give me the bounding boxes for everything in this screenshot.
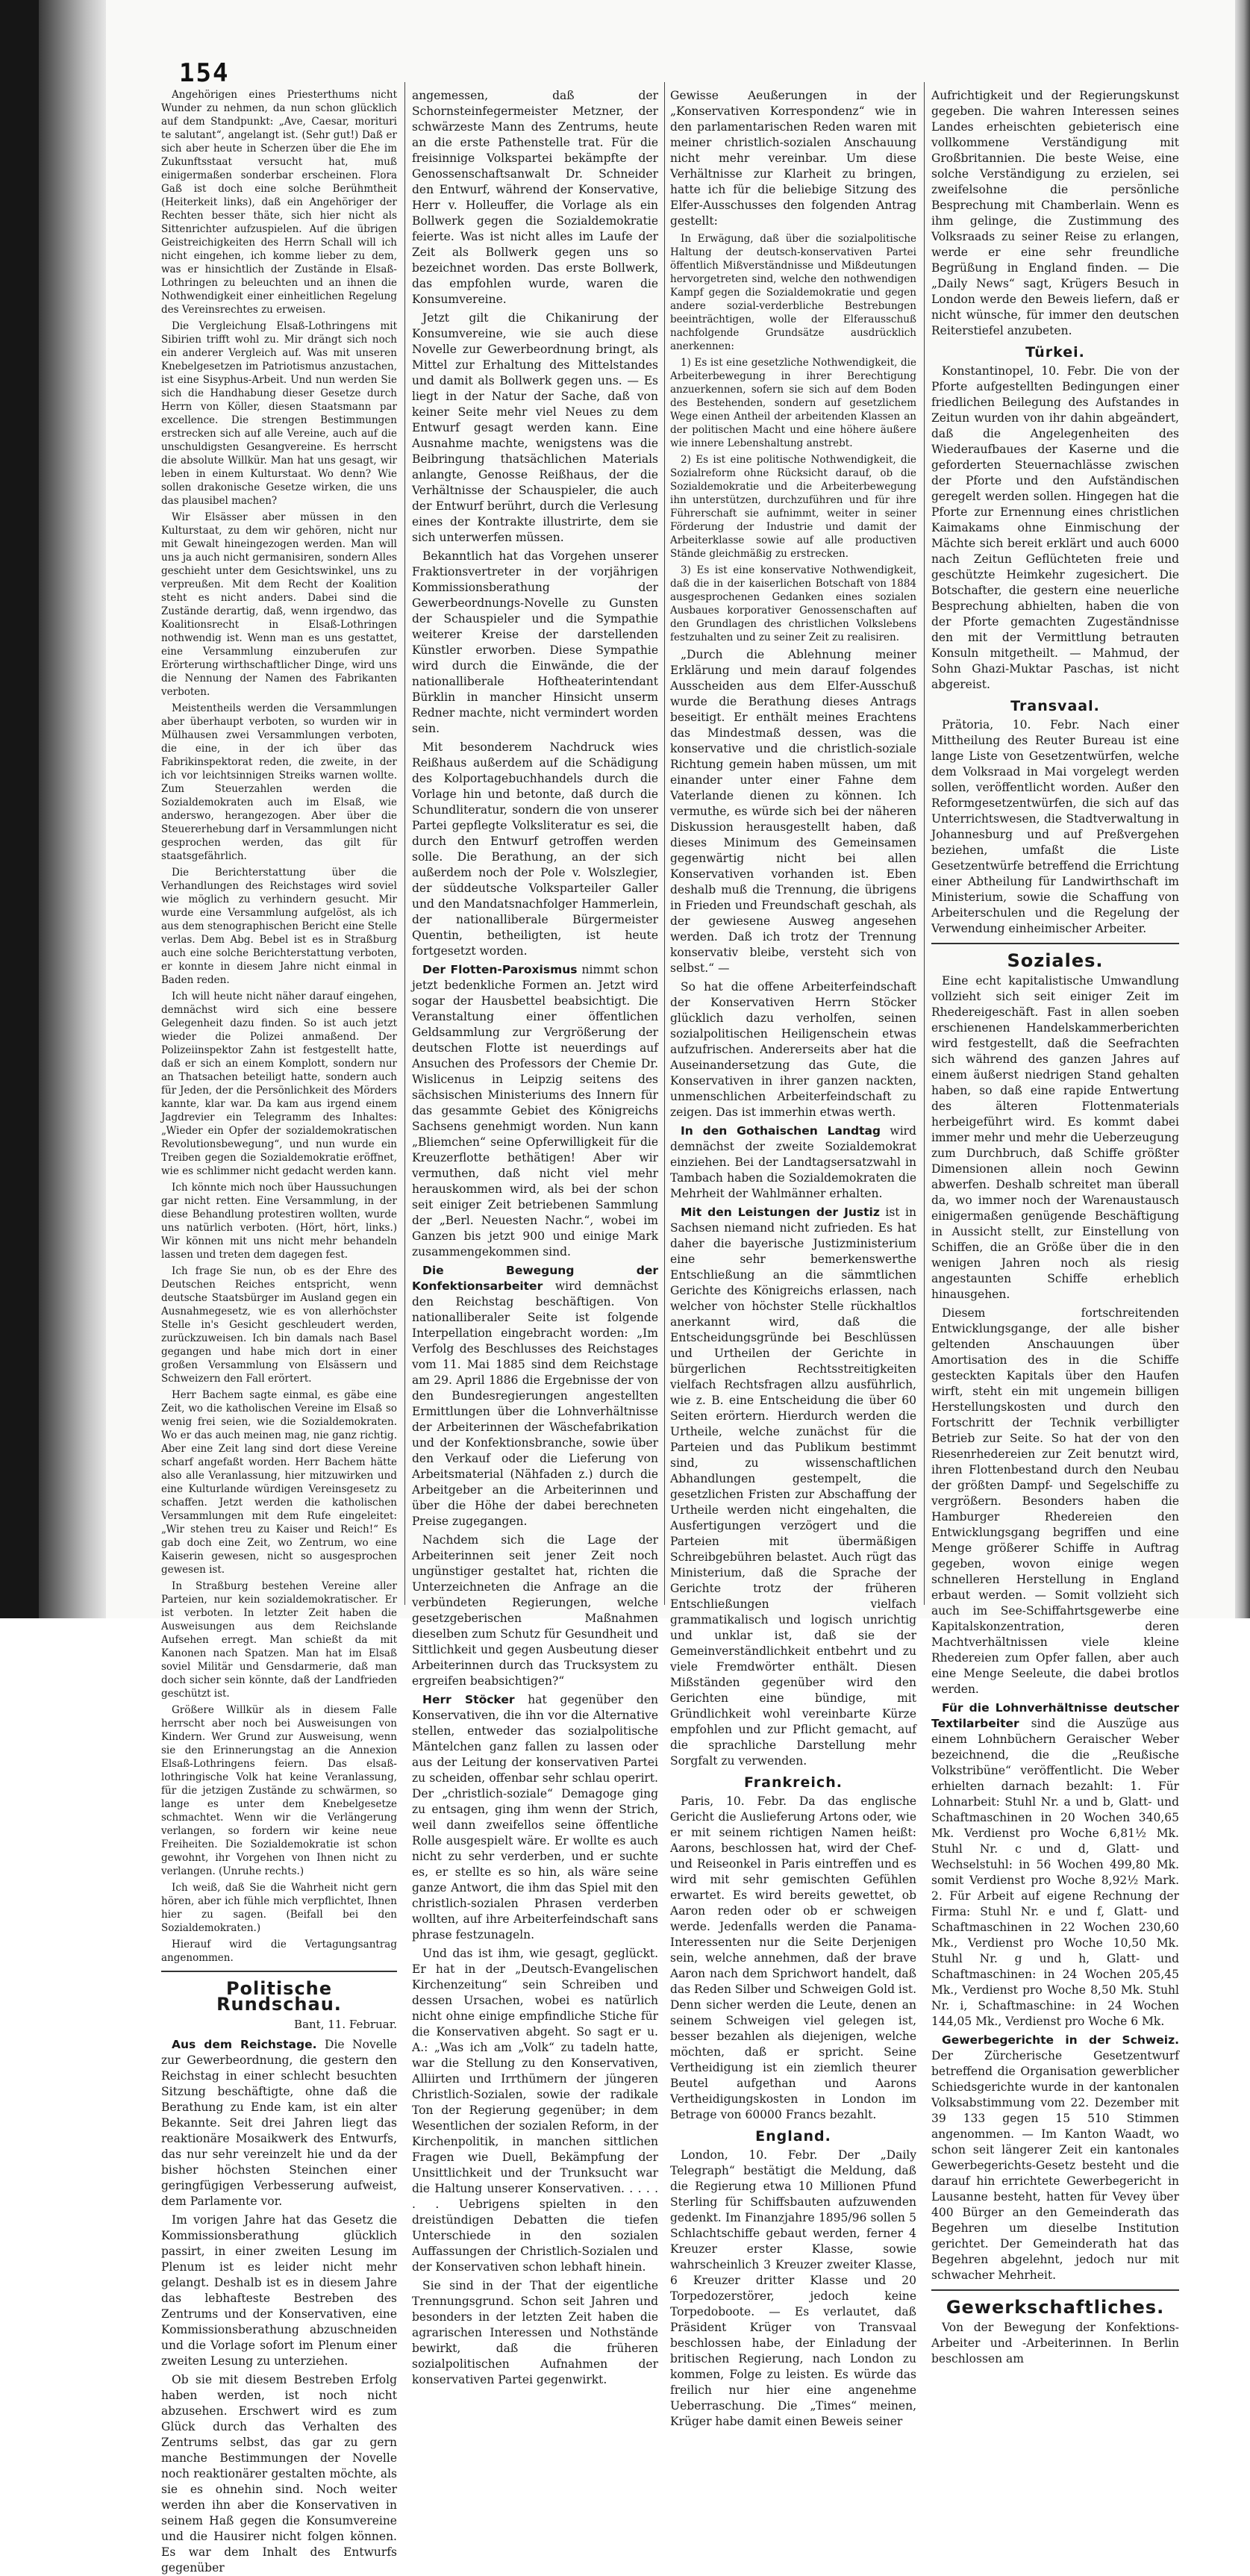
paragraph: Jetzt gilt die Chikanirung der Konsumvereine, wie sie auch diese Novelle zur Gewerbeordnung bringt, als Mittel zur Erhaltung des Mittelstandes und damit als Bollwerk gegen uns. — Es liegt in der Natur der Sache, daß von keiner Seite mehr viel Neues zu dem Entwurf gesagt werden kann. Eine Ausnahme machte, wenigstens was die Beibringung thatsächlichen Materials anlangte, Genosse Reißhaus, der die Verhältnisse der Schauspieler, die auch der Entwurf berührt, durch die Verlesung eines der Kontrakte illustrirte, dem sie sich unterwerfen müssen. (412, 311, 658, 544)
paragraph: Die Vergleichung Elsaß-Lothringens mit Sibirien trifft wohl zu. Mir drängt sich noch ein anderer Vergleich auf. Was mit unseren Knebelgesetzen im Patriotismus anzustachen, ist eine Sisyphus-Arbeit. Und nun werden Sie sich die Handhabung dieser Gesetze durch Herrn von Köller, diesen Staatsmann par excellence. Die strengen Bestimmungen erstrecken sich auf alle Vereine, auch auf die unschuldigsten Gesangvereine. Es herrscht die absolute Willkür. Man hat uns gesagt, wir leben in einem Kulturstaat. Wo denn? Wie sollen drakonische Gesetze wirken, die uns das plausibel machen? (161, 320, 397, 507)
paragraph-text: sind die Auszüge aus einem Lohnbüchern Geraischer Weber bezeichnend, die die „Reußische Volkstribüne“ veröffentlicht. Die Weber erhielten darnach bezahlt: 1. Für Lohnarbeit: Stuhl Nr. a und b, Glatt- und Schaftmaschinen in 20 Wochen 340,65 Mk. Verdienst pro Woche 6,81½ Mk. Stuhl Nr. c und d, Glatt- und Wechselstuhl: in 56 Wochen 499,80 Mk. somit Verdienst pro Woche 8,92½ Mark. 2. Für Arbeit auf eigene Rechnung der Firma: Stuhl Nr. e und f, Glatt- und Schaftmaschinen in 22 Wochen 230,60 Mk., Verdienst pro Woche 10,50 Mk. Stuhl Nr. g und h, Glatt- und Schaftmaschinen: in 24 Wochen 205,45 Mk., Verdienst pro Woche 8,50 Mk. Stuhl Nr. i, Schaftmaschine: in 24 Wochen 144,05 Mk., Verdienst pro Woche 6 Mk. (931, 1717, 1179, 2028)
paragraph: Sie sind in der That der eigentliche Trennungsgrund. Schon seit Jahren und besonders in der letzten Zeit haben die agrarischen Interessen und Nothstände bewirkt, daß die früheren sozialpolitischen Aufnahmen der konservativen Partei gegenwirkt. (412, 2279, 658, 2386)
justiz-paragraph (670, 1205, 916, 1769)
paragraph-text: ist in Sachsen niemand nicht zufrieden. Es hat daher die bayerische Justizministerium eine sehr bemerkenswerthe Entschließung an die sämmtlichen Gerichte des Königreichs erlassen, nach welcher von höchster Stelle rückhaltlos anerkannt wird, daß die Entscheidungsgründe bei Beschlüssen und Urtheilen der Gerichte in bürgerlichen Rechtsstreitigkeiten vielfach Rechtsfragen allzu ausführlich, wie z. B. eine Entscheidung die über 60 Seiten erörtern. Hierdurch werden die Urtheile, welche zunächst für die Parteien und das Publikum bestimmt sind, zu wissenschaftlichen Abhandlungen gestempelt, die gesetzlichen Fristen zur Abschaffung der Urtheile werden nicht eingehalten, die Ausfertigungen verzögert und die Parteien mit übermäßigen Schreibgebühren belastet. Auch rügt das Ministerium, daß die Sprache der Gerichte trotz der früheren Entschließungen vielfach grammatikalisch und logisch unrichtig und unklar ist, daß sie der Gemeinverständlichkeit entbehrt und zu viele Fremdwörter enthält. Diesen Mißständen gegenüber wird den Gerichten eine bündige, mit Gründlichkeit wohl vereinbarte Kürze empfohlen und zur Pflicht gemacht, auf die sprachliche Darstellung mehr Sorgfalt zu verwenden. (670, 1206, 916, 1768)
paragraph-text: Der Zürcherische Gesetzentwurf betreffend die Organisation gewerblicher Schiedsgerichte wurde in der kantonalen Volksabstimmung vom 22. Dezember mit 39 133 gegen 15 510 Stimmen angenommen. — Im Kanton Waadt, wo schon seit längerer Zeit ein kantonales Gewerbegerichts-Gesetz besteht und die darauf hin errichtete Gewerbegericht in Lausanne besteht, hatten für Vevey über 400 Bürger an den Gemeinderath das Begehren um dieselbe Institution gerichtet. Der Gemeinderath hat das Begehren abgelehnt, jedoch nur mit schwacher Mehrheit. (931, 2049, 1179, 2282)
reichstag-speech-continuation (161, 88, 397, 1965)
lead-keyword: Aus dem Reichstage. (172, 2038, 317, 2051)
paragraph: Bekanntlich hat das Vorgehen unserer Fraktionsvertreter in der vorjährigen Kommissionsberathung der Gewerbeordnungs-Novelle zu Gunsten der Schauspieler und die Sympathie weiterer Kreise der darstellenden Künstler erworben. Diese Sympathie wird durch die Einwände, die der nationalliberale Hoftheaterintendant Bürklin in mancher Hinsicht unserm Redner machte, nicht vermindert worden sein. (412, 549, 658, 735)
flotten-keyword: Der Flotten-Paroxismus (422, 963, 578, 976)
stoecker-keyword: Herr Stöcker (422, 1693, 515, 1706)
paragraph: Nachdem sich die Lage der Arbeiterinnen seit jener Zeit noch ungünstiger gestaltet hat, richten die Unterzeichneten die Anfrage an die verbündeten Regierungen, welche gesetzgeberischen Maßnahmen dieselben zum Schutz für Gesundheit und Sittlichkeit und gegen Ausbeutung dieser Arbeiterinnen durch das Trucksystem zu ergreifen beabsichtigen?“ (412, 1533, 658, 1688)
column-3 (670, 88, 916, 2428)
paragraph: Größere Willkür als in diesem Falle herrscht aber noch bei Ausweisungen von Kindern. Wer Grund zur Ausweisung, wenn sie den Erinnerungstag an die Annexion Elsaß-Lothringens feiern. Das elsaß-lothringische Volk hat keine Veranlassung, für die jetzigen Zustände zu schwärmen, so lange es unter dem Knebelgesetze schmachtet. Wenn wir die Verlängerung verlangen, so fordern wir keine neue Freiheiten. Die Sozialdemokratie ist schon gewohnt, ihr Vorgehen von Ihnen nicht zu verlangen. (Unruhe rechts.) (161, 1704, 397, 1877)
konfektion-paragraph (412, 1263, 658, 1529)
paragraph-text: wird demnächst den Reichstag beschäftigen. Von nationalliberaler Seite ist folgende Interpellation eingebracht worden: „Im Verfolg des Beschlusses des Reichstages vom 11. Mai 1885 sind dem Reichstage am 29. April 1886 die Ergebnisse der von den Bundesregierungen angestellten Ermittlungen über die Lohnverhältnisse der Arbeiterinnen der Wäschefabrikation und der Konfektionsbranche, sowie über den Verkauf oder die Lieferung von Arbeitsmaterial (Nähfaden z.) durch die Arbeitgeber an die Arbeiterinnen und über die Höhe der dabei berechneten Preise zugegangen. (412, 1279, 658, 1528)
paragraph: Eine echt kapitalistische Umwandlung vollzieht sich seit einiger Zeit im Rhedereigeschäft. Fast in allen soeben erschienenen Handelskammerberichten wird festgestellt, daß die Seefrachten sich während des ganzen Jahres auf einem äußerst niedrigen Stand gehalten haben, so daß eine rapide Entwertung des älteren Flottenmaterials herbeigeführt wird. Es kommt dabei immer mehr und mehr die Ueberzeugung zum Durchbruch, daß Schiffe größter Dimensionen allein noch Gewinn abwerfen. Deshalb schreitet man überall da, wo immer noch der Warenaustausch einigermaßen genügende Beschäftigung in Aussicht stellt, zur Einstellung von Schiffen, die an Größe über die in den wenigen Jahren noch als riesig angestaunten Schiffe erheblich hinausgehen. (931, 974, 1179, 1301)
paragraph: angemessen, daß der Schornsteinfegermeister Metzner, der schwärzeste Mann des Zentrums, heute an die erste Pathenstelle trat. Für die freisinnige Volkspartei bekämpfte der Genossenschaftsanwalt Dr. Schneider den Entwurf, während der Konservative, Herr v. Holleuffer, die Vorlage als ein Bollwerk gegen die Sozialdemokratie feierte. Was ist nicht alles im Laufe der Zeit als Bollwerk gegen uns so bezeichnet worden. Das erste Bollwerk, das empfohlen wurde, waren die Konsumvereine. (412, 89, 658, 306)
page-number: 154 (179, 58, 230, 88)
paragraph: Prätoria, 10. Febr. Nach einer Mittheilung des Reuter Bureau ist eine lange Liste von Gesetzentwürfen, welche dem Volksraad in Mai vorgelegt werden sollen, veröffentlicht worden. Außer den Reformgesetzentwürfen, die sich auf das Unterrichtswesen, die Stadtverwaltung in Johannesburg und auf Preßvergehen beziehen, umfaßt die Liste Gesetzentwürfe betreffend die Errichtung einer Abtheilung für Landwirthschaft im Ministerium, sowie die Schaffung von Arbeiterschulen und die Regelung der Verwendung einheimischer Arbeiter. (931, 718, 1179, 935)
paragraph: Ob sie mit diesem Bestreben Erfolg haben werden, ist noch nicht abzusehen. Erschwert wird es zum Glück durch das Verhalten des Zentrums selbst, das gar zu gern manche Bestimmungen der Novelle noch reaktionärer gestalten möchte, als sie es ohnehin sind. Noch weiter werden ihn aber die Konservativen in seinem Haß gegen die Konsumvereine und die Hausirer nicht folgen können. Es war dem Inhalt des Entwurfs gegenüber (161, 2373, 397, 2575)
paragraph: Ich könnte mich noch über Haussuchungen gar nicht retten. Eine Versammlung, in der diese Behandlung protestiren wollten, wurde uns natürlich verboten. (Hört, hört, links.) Wir können mit uns nicht mehr behandeln lassen und treten dem dagegen fest. (161, 1182, 397, 1261)
flotten-paragraph (412, 962, 658, 1260)
paragraph: Konstantinopel, 10. Febr. Die von der Pforte aufgestellten Bedingungen einer friedlichen Beilegung des Aufstandes in Zeitun wurden von ihr dahin abgeändert, daß die Angelegenheiten des Wiederaufbaues der Kaserne und die geforderten Steuernachlässe zwischen der Pforte und den Aufständischen geregelt werden sollen. Hingegen hat die Pforte zur Ernennung eines christlichen Kaimakams ohne Einmischung der Mächte sich bereit erklärt und auch 6000 nach Zeitun Geflüchteten freie und geschützte Heimkehr zugesichert. Die Botschafter, die gestern eine neuerliche Besprechung abhielten, haben die von der Pforte gemachten Zugeständnisse den mit der Vermittlung betrauten Konsuln mitgetheilt. — Mahmud, der Sohn Ghazi-Muktar Paschas, ist nicht abgereist. (931, 364, 1179, 691)
column-rule (924, 82, 925, 1605)
column-rule (404, 82, 405, 1605)
quote-paragraph: 1) Es ist eine gesetzliche Nothwendigkeit, die Arbeiterbewegung in ihrer Berechtigung anzuerkennen, sofern sie sich auf dem Boden des Bestehenden, sondern auf gesetzlichem Wege einen Antheil der arbeitenden Klassen an der politischen Macht und eine höhere äußere wie innere Lebenshaltung anstrebt. (670, 357, 916, 449)
paragraph-text: hat gegenüber den Konservativen, die ihn vor die Alternative stellen, entweder das sozialpolitische Mäntelchen ganz fallen zu lassen oder aus der Leitung der konservativen Partei zu scheiden, offenbar sehr schlau operirt. Der „christlich-soziale“ Demagoge ging zu entsagen, ging ihm wenn der Strich, weil dann zweifellos seine öffentliche Rolle ausgespielt wäre. Er wollte es auch nicht zu sehr verderben, und er suchte es, er stellte es so hin, als wäre seine ganze Antwort, die ihm das Spiel mit den christlich-sozialen Phrasen verderben wollten, auf ihre Arbeiterfeindschaft sans phrase festzunageln. (412, 1693, 658, 1942)
paragraph-text: wird demnächst der zweite Sozialdemokrat einziehen. Bei der Landtagsersatzwahl in Tambach haben die Sozialdemokraten die Mehrheit der Wahlmänner erhalten. (670, 1124, 916, 1200)
paragraph: In Straßburg bestehen Vereine aller Parteien, nur kein sozialdemokratischer. Er ist verboten. In letzter Zeit haben die Ausweisungen aus dem Reichslande Aufsehen erregt. Man schießt da mit Kanonen nach Spatzen. Man hat im Elsaß soviel Militär und Gensdarmerie, daß man doch sicher sein könnte, daß der Landfrieden geschützt ist. (161, 1580, 397, 1700)
section-title-tuerkei: Türkei. (1025, 344, 1085, 361)
gotha-paragraph (670, 1123, 916, 1202)
textil-paragraph (931, 1700, 1179, 2030)
paragraph-text: nimmt schon jetzt bedenkliche Formen an. Jetzt wird sogar der Hausbettel beabsichtigt. Die Veranstaltung einer öffentlichen Geldsammlung zur Vergrößerung der deutschen Flotte ist neuerdings auf Ansuchen des Professors der Chemie Dr. Wislicenus in Leipzig seitens des sächsischen Ministeriums des Innern für das gesammte Gebiet des Königreichs Sachsens genehmigt worden. Nun kann „Bliemchen“ seine Opferwilligkeit für die Kreuzerflotte bethätigen! Aber wir vermuthen, daß nicht viel mehr herauskommen wird, als bei der schon seit einiger Zeit betriebenen Sammlung der „Berl. Neuesten Nachr.“, wobei im Ganzen bis jetzt 900 und einige Mark zusammengekommen sind. (412, 963, 658, 1259)
quote-paragraph: 3) Es ist eine konservative Nothwendigkeit, daß die in der kaiserlichen Botschaft von 1884 ausgesprochenen Gedanken eines sozialen Ausbaues korporativer Genossenschaften auf den Grundlagen des christlichen Volkslebens festzuhalten und zu seiner Zeit zu realisiren. (670, 564, 916, 643)
lead-paragraph (161, 2037, 397, 2209)
paragraph: Mit besonderem Nachdruck wies Reißhaus außerdem auf die Schädigung des Kolportagebuchhandels durch die Vorlage hin und betonte, daß durch die Schundliteratur, sondern die von unserer Partei gepflegte Volksliteratur es sei, die durch den Entwurf getroffen werden solle. Die Berathung, an der sich außerdem noch der Pole v. Wolszlegier, der süddeutsche Volksparteiler Galler und den Mandatsnachfolger Hammerlein, der nationalliberale Bürgermeister Quentin, betheiligten, ist heute fortgesetzt worden. (412, 740, 658, 958)
section-divider (931, 943, 1179, 944)
konfektion-keyword: Die Bewegung der Konfektionsarbeiter (412, 1264, 658, 1293)
paragraph: Hierauf wird die Vertagungsantrag angenommen. (161, 1939, 397, 1964)
paragraph-text: Die Novelle zur Gewerbeordnung, die gestern den Reichstag in einer schlecht besuchten Sitzung beschäftigte, ohne daß die Berathung zu Ende kam, ist ein alter Bekannte. Seit drei Jahren liegt das reaktionäre Mosaikwerk des Entwurfs, das nur sehr vereinzelt hie und da der bisher höchsten Steinchen einer geringfügigen Verbesserung aufweist, dem Parlamente vor. (161, 2038, 397, 2208)
quote-paragraph: 2) Es ist eine politische Nothwendigkeit, die Sozialreform ohne Rücksicht darauf, ob die Sozialdemokratie und die Arbeiterbewegung ihn unterstützen, durchzuführen und für ihre Führerschaft sie aufnimmt, weiter in seiner Förderung der Industrie und damit der Arbeiterklasse sowie auf alle productiven Stände gleichmäßig zu erstrecken. (670, 454, 916, 560)
schweiz-keyword: Gewerbegerichte in der Schweiz. (942, 2033, 1179, 2047)
paragraph: Die Berichterstattung über die Verhandlungen des Reichstages wird soviel wie möglich zu verhindern gesucht. Mir wurde eine Versammlung aufgelöst, als ich aus dem stenographischen Bericht eine Stelle verlas. Dem Abg. Bebel ist es in Straßburg auch eine solche Berichterstattung verboten, er konnte in diesem Jahre nicht einmal in Baden reden. (161, 867, 397, 986)
section-title-england: England. (755, 2128, 831, 2145)
paragraph: Im vorigen Jahre hat das Gesetz die Kommissionsberathung glücklich passirt, in einer zweiten Lesung im Plenum ist es leider nicht mehr gelangt. Deshalb ist es in diesem Jahre das lebhafteste Bestreben des Zentrums und der Konservativen, eine Kommissionsberathung abzuschneiden und die Vorlage sofort im Plenum einer zweiten Lesung zu unterziehen. (161, 2213, 397, 2368)
justiz-keyword: Mit den Leistungen der Justiz (681, 1206, 880, 1219)
binding-shadow (0, 0, 39, 1618)
paragraph: Ich frage Sie nun, ob es der Ehre des Deutschen Reiches entspricht, wenn deutsche Staatsbürger im Ausland gegen ein Ausnahmegesetz, wie es von allerhöchster Stelle in's Gesicht geschleudert werden, zurückzuweisen. Ich bin damals nach Basel gegangen und habe mich dort in einer großen Versammlung von Elsässern und Schweizern den Fall erörtert. (161, 1265, 397, 1385)
column-1 (161, 88, 397, 2575)
quote-paragraph: In Erwägung, daß über die sozialpolitische Haltung der deutsch-konservativen Partei öffentlich Mißverständnisse und Mißdeutungen hervorgetreten sind, welche den nothwendigen Kampf gegen die Sozialdemokratie und gegen andere sozial-verderbliche Bestrebungen beeinträchtigen, wolle der Elferausschuß nachfolgende Grundsätze ausdrücklich anerkennen: (670, 233, 916, 352)
section-title-gewerkschaftliches: Gewerkschaftliches. (946, 2297, 1165, 2318)
gotha-keyword: In den Gothaischen Landtag (681, 1124, 881, 1138)
paragraph: London, 10. Febr. Der „Daily Telegraph“ bestätigt die Meldung, daß die Regierung etwa 10 Millionen Pfund Sterling für Schiffsbauten aufzuwenden gedenkt. Im Finanzjahre 1895/96 sollen 5 Schlachtschiffe gebaut werden, ferner 4 Kreuzer erster Klasse, sowie wahrscheinlich 3 Kreuzer zweiter Klasse, 6 Kreuzer dritter Klasse und 20 Torpedozerstörer, jedoch keine Torpedoboote. — Es verlautet, daß Präsident Krüger von Transvaal beschlossen habe, der Einladung der britischen Regierung, nach London zu kommen, Folge zu leisten. Es würde das freilich nur hier eine angenehme Ueberraschung. Die „Times“ meinen, Krüger habe damit einen Beweis seiner (670, 2148, 916, 2428)
column-2 (412, 88, 658, 2386)
paragraph: Und das ist ihm, wie gesagt, geglückt. Er hat in der „Deutsch-Evangelischen Kirchenzeitung“ sein Schreiben und dessen Ursachen, wobei es natürlich nicht ohne einige empfindliche Stiche für die Konservativen abgeht. So sagt er u. A.: „Was ich am „Volk“ zu tadeln hatte, war die Stellung zu den Konservativen, Alliirten und Irrthümern der jüngeren Christlich-Sozialen, sowie der radikale Ton der Regierung gegenüber; in dem Wesentlichen der sozialen Reform, in der Kirchenpolitik, in manchen sittlichen Fragen wie Duell, Bekämpfung der Unsittlichkeit und der Trunksucht war die Haltung unserer Konservativen. . . . . . . Uebrigens spielten in den dreistündigen Debatten die tiefen Unterschiede in den sozialen Auffassungen der Christlich-Sozialen und der Konservativen schon lebhaft hinein. (412, 1947, 658, 2274)
paragraph: So hat die offene Arbeiterfeindschaft der Konservativen Herrn Stöcker glücklich dazu verholfen, seinen sozialpolitischen Heiligenschein etwas aufzufrischen. Andererseits aber hat die Auseinandersetzung das Gute, die Konservativen in ihrer ganzen nackten, unmenschlichen Arbeiterfeindschaft zu zeigen. Das ist immerhin etwas werth. (670, 980, 916, 1119)
paragraph: Angehörigen eines Priesterthums nicht Wunder zu nehmen, da nun schon glücklich auf dem Standpunkt: „Ave, Caesar, morituri te salutant“, angelangt ist. (Sehr gut!) Daß er sich aber heute in Scherzen über die Ehe im Zukunftsstaat versucht hat, muß einigermaßen sonderbar erscheinen. Flora Gaß ist doch eine solche Berühmtheit (Heiterkeit links), daß ein Angehöriger der Rechten besser thäte, sich hier nicht als Sittenrichter aufzuspielen. Auf die übrigen Geistreichigkeiten des Herrn Schall will ich nicht eingehen, ich komme lieber zu dem, was er hinsichtlich der Zustände in Elsaß-Lothringen zu beleuchten und an ihnen die Nothwendigkeit einer einheitlichen Regelung des Vereinsrechtes zu erweisen. (161, 89, 397, 316)
textil-keyword: Für die Lohnverhältnisse deutscher Textilarbeiter (931, 1701, 1179, 1730)
section-title-transvaal: Transvaal. (1010, 698, 1100, 714)
paragraph: Wir Elsässer aber müssen in den Kulturstaat, zu dem wir gehören, nicht nur mit Gewalt hineingezogen werden. Man will uns ja auch nicht germanisiren, sondern Alles geschieht unter dem Gesichtswinkel, uns zu verpreußen. Mit dem Recht der Koalition steht es nicht anders. Dabei sind die Zustände derartig, daß, wenn irgendwo, das Koalitionsrecht in Elsaß-Lothringen nothwendig ist. Wenn man es uns gestattet, eine Versammlung einzuberufen zur Erörterung wirthschaftlicher Dinge, wird uns die Nennung der Namen des Fabrikanten verboten. (161, 511, 397, 698)
paragraph: Diesem fortschreitenden Entwicklungsgange, der alle bisher geltenden Anschauungen über Amortisation des in die Schiffe gesteckten Kapitals über den Haufen wirft, steht ein mit ungemein billigen Herstellungskosten und durch den Fortschritt der Technik verbilligter Betrieb zur Seite. So hat der von den Riesenrhedereien zur Zeit benutzt wird, ihren Flottenbestand durch den Neubau der größten Dampf- und Segelschiffe zu vergrößern. Besonders haben die Hamburger Rhedereien den Entwicklungsgang begriffen und eine Menge größerer Schiffe in Auftrag gegeben, wovon einige wegen schnelleren Herstellung in England erbaut werden. — Somit vollzieht sich auch im See-Schiffahrtsgewerbe eine Kapitalskonzentration, deren Machtverhältnissen viele kleine Rhedereien zum Opfer fallen, aber auch eine Menge Seeleute, die dabei brotlos werden. (931, 1306, 1179, 1696)
antrag-quote (670, 232, 916, 644)
section-divider (931, 2289, 1179, 2291)
paragraph: Paris, 10. Febr. Da das englische Gericht die Auslieferung Artons oder, wie er mit seinem richtigen Namen heißt: Aarons, beschlossen hat, wird der Chef- und Reiseonkel in Paris eintreffen und es wird mit sehr gemischten Gefühlen erwartet. Es wird bereits gewettet, ob Aaron reden oder ob er schweigen werde. Jedenfalls werden die Panama-Interessenten nur die Seite Derjenigen sein, welche annehmen, daß der brave Aaron nach dem Sprichwort handelt, daß das Reden Silber und Schweigen Gold ist. Denn sicher werden die Leute, denen an seinem Schweigen viel gelegen ist, besser bezahlen als diejenigen, welche möchten, daß er spricht. Seine Vertheidigung ist ein ziemlich theurer Beutel aufgethan und Aarons Vertheidigungskosten in London im Betrage von 60000 Francs bezahlt. (670, 1794, 916, 2121)
section-divider (161, 1971, 397, 1972)
column-4 (931, 88, 1179, 2366)
paragraph: Von der Bewegung der Konfektions-Arbeiter und -Arbeiterinnen. In Berlin beschlossen am (931, 2321, 1179, 2366)
paragraph: Ich will heute nicht näher darauf eingehen, demnächst wird sich eine bessere Gelegenheit dazu finden. So ist auch jetzt wieder die Polizei anmaßend. Der Polizeiinspektor Zahn ist festgestellt hatte, daß er sich an einem Komplott, sondern nur an Thatsachen beteiligt hatte, sondern auch für Jeden, der die Persönlichkeit des Mörders kannte, klar war. Da kam aus irgend einem Jagdrevier ein Telegramm des Inhaltes: „Wieder ein Opfer der sozialdemokratischen Revolutionsbewegung“, und nun wurde ein Treiben gegen die Sozialdemokratie eröffnet, wie es schlimmer nicht gedacht werden kann. (161, 991, 397, 1177)
paragraph: „Durch die Ablehnung meiner Erklärung und mein darauf folgendes Ausscheiden aus dem Elfer-Ausschuß wurde die Berathung dieses Antrags beseitigt. Er enthält meines Erachtens das Mindestmaß dessen, was die konservative und die christlich-soziale Richtung gemein haben müssen, um mit einander unter einer Fahne dem Vaterlande dienen zu können. Ich vermuthe, es würde sich bei der näheren Diskussion herausgestellt haben, daß dieses Minimum des Gemeinsamen gegenwärtig nicht bei allen Konservativen vorhanden ist. Eben deshalb muß die Trennung, die übrigens in Frieden und Freundschaft geschah, als der gewiesene Ausweg angesehen werden. Daß ich trotz der Trennung konservativ bleibe, versteht sich von selbst.“ — (670, 648, 916, 975)
paragraph: Aufrichtigkeit und der Regierungskunst gegeben. Die wahren Interessen seines Landes erheischten gebieterisch eine vollkommene Verständigung mit Großbritannien. Die beste Weise, eine solche Verständigung zu erzielen, sei zweifelsohne die persönliche Besprechung mit Chamberlain. Wenn es ihm gelinge, die Zustimmung des Volksraads zu seiner Reise zu erlangen, werde er eine sehr freundliche Begrüßung in England finden. — Die „Daily News“ sagt, Krügers Besuch in London werde den Beweis liefern, daß er nicht wünsche, für immer den deutschen Reiterstiefel anzubeten. (931, 89, 1179, 337)
section-title-frankreich: Frankreich. (744, 1774, 843, 1791)
schweiz-paragraph (931, 2033, 1179, 2283)
paragraph: Meistentheils werden die Versammlungen aber überhaupt verboten, so wurden wir in Mülhausen zwei Versammlungen verboten, die eine, in der ich über das Fabrikinspektorat reden, die zweite, in der ich vor leichtsinnigen Streiks warnen wollte. Zum Steuerzahlen werden die Sozialdemokraten auch im Elsaß, wie anderswo, herangezogen. Aber über die Steuererhebung darf in Versammlungen nicht gesprochen werden, das gilt für staatsgefährlich. (161, 702, 397, 862)
right-page-edge (1235, 0, 1250, 1618)
paragraph: Gewisse Aeußerungen in der „Konservativen Korrespondenz“ wie in den parlamentarischen Reden waren mit meiner christlich-sozialen Anschauung nicht mehr vereinbar. Um diese Verhältnisse zur Klarheit zu bringen, hatte ich für die beliebige Sitzung des Elfer-Ausschusses den folgenden Antrag gestellt: (670, 89, 916, 228)
page-edge-gradient (39, 0, 106, 1618)
dateline: Bant, 11. Februar. (294, 2018, 397, 2031)
paragraph: Ich weiß, daß Sie die Wahrheit nicht gern hören, aber ich fühle mich verpflichtet, Ihnen hier zu sagen. (Beifall bei den Sozialdemokraten.) (161, 1882, 397, 1934)
column-rule (664, 82, 665, 1605)
stoecker-paragraph (412, 1692, 658, 1943)
section-title-soziales: Soziales. (1007, 950, 1104, 971)
section-title-politische-rundschau: Politische Rundschau. (216, 1978, 342, 2015)
paragraph: Herr Bachem sagte einmal, es gäbe eine Zeit, wo die katholischen Vereine im Elsaß so wenig frei seien, wie die Sozialdemokraten. Wo er das auch meinen mag, nie ganz richtig. Aber eine Zeit lang sind dort diese Vereine scharf angefaßt worden. Herr Bachem hätte also alle Veranlassung, hier mitzuwirken und eine Kulturlande würdigen Vereinsgesetz zu schaffen. Jetzt werden die katholischen Versammlungen mit dem Rufe eingeleitet: „Wir stehen treu zu Kaiser und Reich!“ Es gab doch eine Zeit, wo Zentrum, wo eine Kaiserin gewesen, nicht so ausgesprochen gewesen ist. (161, 1389, 397, 1576)
